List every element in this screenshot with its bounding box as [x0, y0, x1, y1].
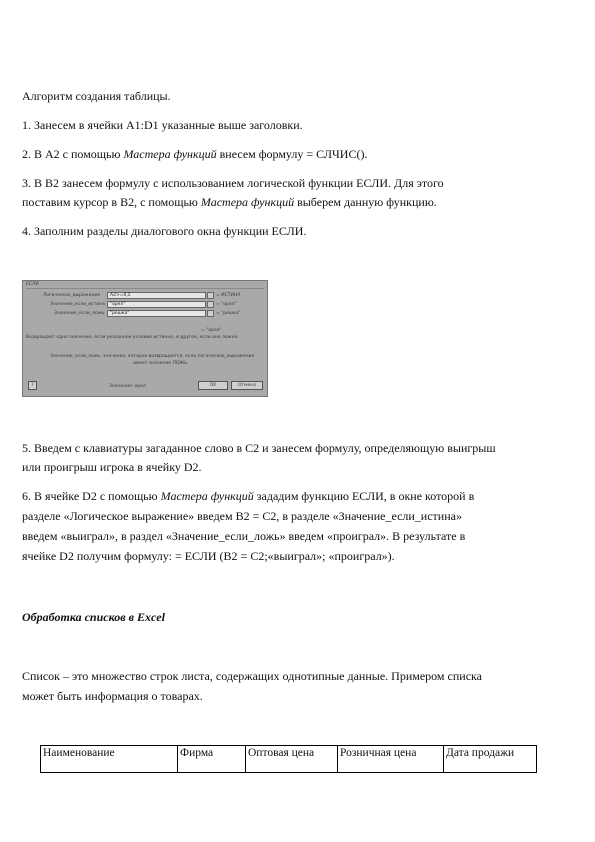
step-5-line-1: 5. Введем с клавиатуры загаданное слово в C2 и занесем формулу, определяющую выигрыш — [22, 441, 496, 455]
table-header-cell: Дата продажи — [444, 746, 537, 773]
step-2-text: 2. В A2 с помощью — [22, 147, 124, 161]
dialog-result-1: = ИСТИНА — [216, 293, 241, 298]
dialog-divider — [26, 288, 264, 289]
step-6-line-4: ячейке D2 получим формулу: = ЕСЛИ (B2 = C2;«выиграл»; «проиграл»). — [22, 549, 395, 563]
dialog-hint-label: Значение_если_ложь — [50, 354, 101, 359]
step-6-line-2: разделе «Логическое выражение» введем B2 = C2, в разделе «Значение_если_истина» — [22, 509, 462, 523]
dialog-hint-line-1: значение, которое возвращается, если логическое_выражение — [103, 354, 255, 359]
value-if-false-field[interactable] — [107, 310, 206, 317]
step-6-line-1 — [22, 489, 474, 504]
step-3-italic: Мастера функций — [200, 195, 295, 209]
dialog-title: ЕСЛИ — [26, 282, 39, 287]
range-picker-icon[interactable] — [207, 301, 214, 308]
step-3-line-1: 3. В B2 занесем формулу с использованием логической функции ЕСЛИ. Для этого — [22, 176, 444, 190]
step-3-line-2 — [22, 195, 437, 210]
intro-text: Алгоритм создания таблицы. — [22, 89, 171, 103]
dialog-label-1: Логическое_выражение — [43, 293, 101, 298]
value-if-false-value: "решка" — [110, 311, 130, 316]
ok-button[interactable]: OK — [198, 381, 228, 390]
section-title: Обработка списков в Excel — [22, 610, 165, 624]
step-2-italic: Мастера функций — [123, 147, 217, 161]
step-6-text-end: зададим функцию ЕСЛИ, в окне которой в — [253, 489, 475, 503]
value-if-true-field[interactable] — [107, 301, 206, 308]
list-definition-line-1: Список – это множество строк листа, содержащих однотипные данные. Примером списка — [22, 669, 482, 683]
table-header-cell: Розничная цена — [338, 746, 444, 773]
step-6-italic: Мастера функций — [160, 489, 254, 503]
table-header-cell: Наименование — [41, 746, 178, 773]
step-1: 1. Занесем в ячейки A1:D1 указанные выше заголовки. — [22, 118, 303, 132]
dialog-label-3: Значение_если_ложь — [54, 311, 105, 316]
step-2 — [22, 147, 367, 162]
dialog-label-2: Значение_если_истина — [50, 302, 105, 307]
logical-test-field[interactable] — [107, 292, 206, 299]
step-6-text: 6. В ячейке D2 с помощью — [22, 489, 161, 503]
step-5-line-2: или проигрыш игрока в ячейку D2. — [22, 460, 202, 474]
list-definition-line-2: может быть информация о товарах. — [22, 689, 203, 703]
dialog-hint-line-2: имеет значение ЛОЖЬ. — [133, 361, 189, 366]
step-4: 4. Заполним разделы диалогового окна функции ЕСЛИ. — [22, 224, 307, 238]
cancel-button[interactable]: Отмена — [231, 381, 263, 390]
table-header-cell: Фирма — [178, 746, 246, 773]
dialog-result-total: = "орел" — [201, 328, 222, 333]
step-3-text-end: выберем данную функцию. — [294, 195, 437, 209]
dialog-result-3: = "решка" — [216, 311, 241, 316]
dialog-value-footer: Значение: орел — [109, 384, 146, 389]
dialog-description: Возвращает одно значение, если указанное условие истинно, и другое, если оно ложно. — [26, 335, 239, 340]
logical-test-value: A2>=0,5 — [110, 293, 131, 298]
step-2-text-end: внесем формулу = СЛЧИС(). — [216, 147, 368, 161]
range-picker-icon[interactable] — [207, 310, 214, 317]
if-function-dialog — [22, 280, 268, 397]
range-picker-icon[interactable] — [207, 292, 214, 299]
help-button[interactable]: ? — [28, 381, 37, 390]
dialog-result-2: = "орел" — [216, 302, 237, 307]
goods-table — [40, 745, 537, 773]
table-header-cell: Оптовая цена — [246, 746, 338, 773]
step-3-text: поставим курсор в B2, с помощью — [22, 195, 201, 209]
step-6-line-3: введем «выиграл», в раздел «Значение_если_ложь» введем «проиграл». В результате в — [22, 529, 466, 543]
value-if-true-value: "орел" — [110, 302, 126, 307]
table-header-row — [41, 746, 537, 773]
